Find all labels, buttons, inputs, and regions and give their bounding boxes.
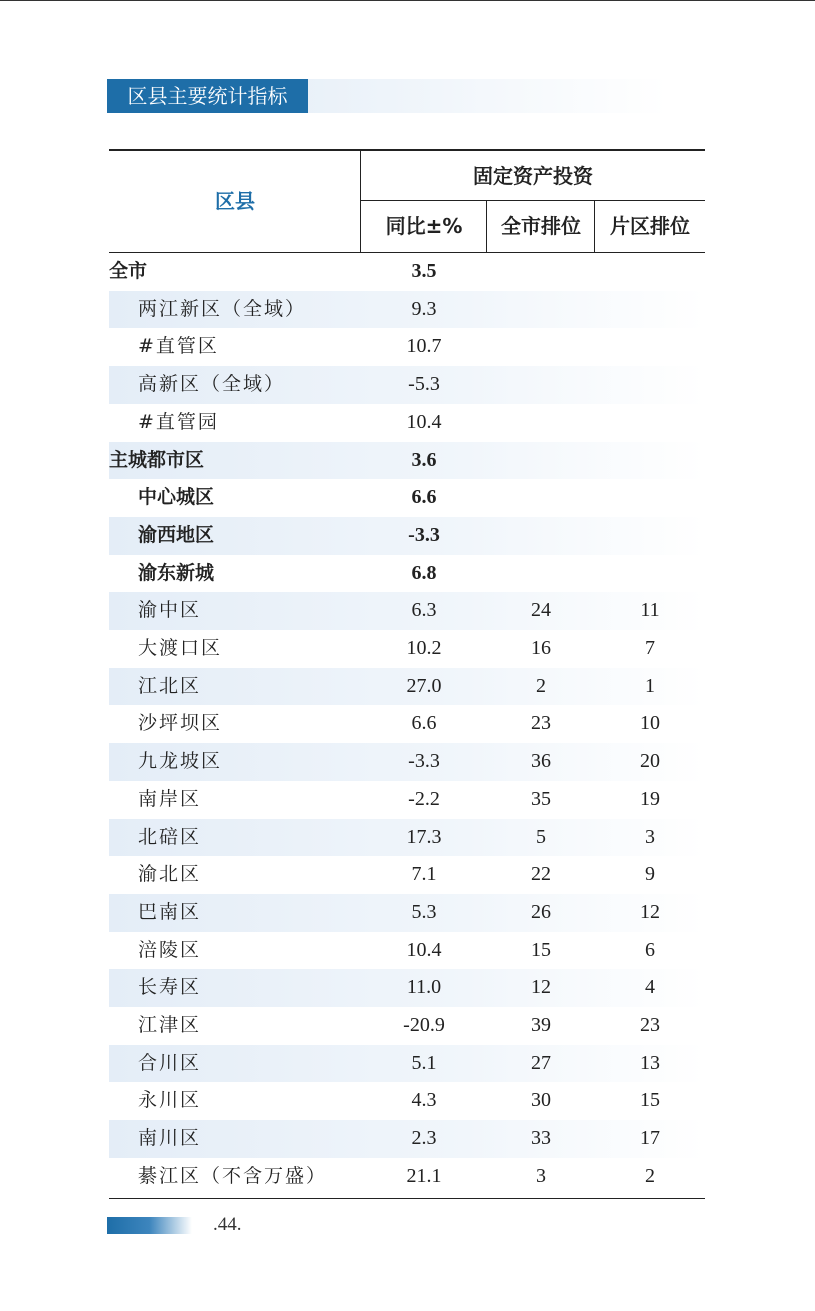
table-row — [109, 932, 705, 970]
section-title: 区县主要统计指标 — [107, 79, 308, 113]
row-city-rank — [487, 291, 595, 329]
row-area-rank: 17 — [640, 1127, 660, 1150]
row-yoy: 2.3 — [411, 1127, 437, 1150]
row-name: 中心城区 — [138, 486, 215, 509]
row-city-rank: 2 — [536, 674, 546, 697]
row-area-rank — [595, 291, 705, 329]
row-name: #直管区 — [138, 335, 219, 358]
row-city-rank: 35 — [531, 787, 551, 810]
table-row — [109, 479, 705, 517]
table-bottom-rule — [109, 1198, 705, 1200]
table-row — [109, 517, 705, 555]
row-area-rank: 11 — [640, 599, 660, 622]
row-area-rank: 10 — [640, 712, 660, 735]
page-number: .44. — [213, 1214, 242, 1235]
row-area-rank: 23 — [640, 1014, 660, 1036]
row-area-rank — [595, 404, 705, 442]
top-border — [0, 0, 815, 1]
row-city-rank: 33 — [531, 1127, 551, 1150]
header-area-rank: 片区排位 — [610, 214, 690, 238]
row-yoy: 6.8 — [411, 561, 437, 584]
row-city-rank: 12 — [531, 976, 551, 999]
table-row — [109, 969, 705, 1007]
table-row — [109, 366, 705, 404]
row-yoy: -3.3 — [408, 523, 440, 546]
row-area-rank — [595, 253, 705, 291]
table-row — [109, 328, 705, 366]
row-area-rank — [595, 328, 705, 366]
row-name: #直管园 — [138, 410, 219, 433]
row-yoy: 21.1 — [406, 1164, 442, 1187]
table-row — [109, 555, 705, 593]
row-area-rank: 15 — [640, 1089, 660, 1112]
row-name: 南岸区 — [138, 787, 202, 810]
row-name: 渝东新城 — [138, 561, 215, 584]
row-yoy: 10.7 — [406, 335, 442, 358]
row-area-rank — [595, 555, 705, 593]
row-city-rank: 27 — [531, 1051, 551, 1074]
table-row — [109, 442, 705, 480]
row-name: 南川区 — [138, 1127, 202, 1150]
row-name: 高新区（全域） — [138, 373, 286, 396]
header-group: 固定资产投资 — [473, 164, 593, 188]
table-row — [109, 894, 705, 932]
row-name: 两江新区（全域） — [138, 297, 307, 320]
row-name: 长寿区 — [138, 976, 202, 999]
row-yoy: 9.3 — [411, 297, 437, 320]
row-city-rank — [487, 555, 595, 593]
row-yoy: 3.6 — [411, 448, 437, 471]
row-area-rank: 7 — [645, 637, 655, 659]
row-area-rank: 20 — [640, 750, 660, 773]
row-area-rank — [595, 517, 705, 555]
row-name: 大渡口区 — [138, 637, 223, 659]
row-area-rank: 3 — [645, 825, 655, 848]
row-yoy: 6.3 — [411, 599, 437, 622]
row-yoy: 6.6 — [411, 712, 437, 735]
row-name: 九龙坡区 — [138, 750, 223, 773]
row-city-rank: 15 — [531, 938, 551, 961]
row-yoy: 5.1 — [411, 1051, 437, 1074]
row-yoy: -2.2 — [408, 787, 440, 810]
row-name: 渝西地区 — [138, 523, 215, 546]
row-name: 江津区 — [138, 1014, 202, 1036]
header-city-rank: 全市排位 — [501, 214, 581, 238]
row-city-rank: 39 — [531, 1014, 551, 1036]
row-area-rank: 13 — [640, 1051, 660, 1074]
table-row — [109, 743, 705, 781]
row-city-rank: 26 — [531, 900, 551, 923]
row-yoy: 27.0 — [406, 674, 442, 697]
row-yoy: -3.3 — [408, 750, 440, 773]
table-row — [109, 819, 705, 857]
row-area-rank: 4 — [645, 976, 655, 999]
row-name: 主城都市区 — [109, 448, 205, 471]
row-city-rank: 24 — [531, 599, 551, 622]
row-city-rank: 16 — [531, 637, 551, 659]
row-yoy: 3.5 — [411, 260, 437, 282]
row-city-rank — [487, 517, 595, 555]
row-city-rank — [487, 442, 595, 480]
row-name: 渝中区 — [138, 599, 202, 622]
row-yoy: 5.3 — [411, 900, 437, 923]
table-row — [109, 668, 705, 706]
row-city-rank — [487, 366, 595, 404]
row-yoy: 7.1 — [411, 863, 437, 886]
row-city-rank: 3 — [536, 1164, 546, 1187]
row-yoy: -5.3 — [408, 373, 440, 396]
row-name: 渝北区 — [138, 863, 202, 886]
row-city-rank: 23 — [531, 712, 551, 735]
row-yoy: 10.2 — [406, 637, 442, 659]
row-city-rank — [487, 479, 595, 517]
table-row — [109, 1007, 705, 1045]
row-area-rank — [595, 442, 705, 480]
row-yoy: 6.6 — [411, 486, 437, 509]
row-city-rank: 30 — [531, 1089, 551, 1112]
table-row — [109, 705, 705, 743]
row-name: 北碚区 — [138, 825, 202, 848]
row-yoy: 17.3 — [406, 825, 442, 848]
row-yoy: -20.9 — [403, 1014, 445, 1036]
table-row — [109, 856, 705, 894]
row-area-rank: 2 — [645, 1164, 655, 1187]
row-area-rank: 6 — [645, 938, 655, 961]
row-area-rank: 12 — [640, 900, 660, 923]
row-name: 涪陵区 — [138, 938, 202, 961]
row-name: 全市 — [109, 260, 148, 282]
footer-accent-bar — [107, 1217, 192, 1234]
table-row — [109, 291, 705, 329]
row-city-rank — [487, 253, 595, 291]
row-city-rank — [487, 404, 595, 442]
row-city-rank: 22 — [531, 863, 551, 886]
table-row — [109, 1120, 705, 1158]
table-row — [109, 404, 705, 442]
table-row — [109, 781, 705, 819]
section-banner — [107, 79, 667, 113]
row-area-rank: 1 — [645, 674, 655, 697]
row-area-rank: 19 — [640, 787, 660, 810]
row-yoy: 10.4 — [406, 938, 442, 961]
row-city-rank: 36 — [531, 750, 551, 773]
row-yoy: 11.0 — [406, 976, 442, 999]
table-row — [109, 630, 705, 668]
row-area-rank — [595, 366, 705, 404]
table-row — [109, 253, 705, 291]
row-name: 江北区 — [138, 674, 202, 697]
row-yoy: 10.4 — [406, 410, 442, 433]
row-name: 沙坪坝区 — [138, 712, 223, 735]
row-name: 綦江区（不含万盛） — [138, 1164, 328, 1187]
row-name: 巴南区 — [138, 900, 202, 923]
table-row — [109, 1045, 705, 1083]
header-yoy: 同比±% — [385, 214, 463, 238]
row-area-rank — [595, 479, 705, 517]
table-row — [109, 1158, 705, 1196]
row-yoy: 4.3 — [411, 1089, 437, 1112]
row-area-rank: 9 — [645, 863, 655, 886]
row-city-rank — [487, 328, 595, 366]
table-row — [109, 592, 705, 630]
row-name: 永川区 — [138, 1089, 202, 1112]
header-region: 区县 — [215, 189, 255, 213]
table-row — [109, 1082, 705, 1120]
row-city-rank: 5 — [536, 825, 546, 848]
row-name: 合川区 — [138, 1051, 202, 1074]
